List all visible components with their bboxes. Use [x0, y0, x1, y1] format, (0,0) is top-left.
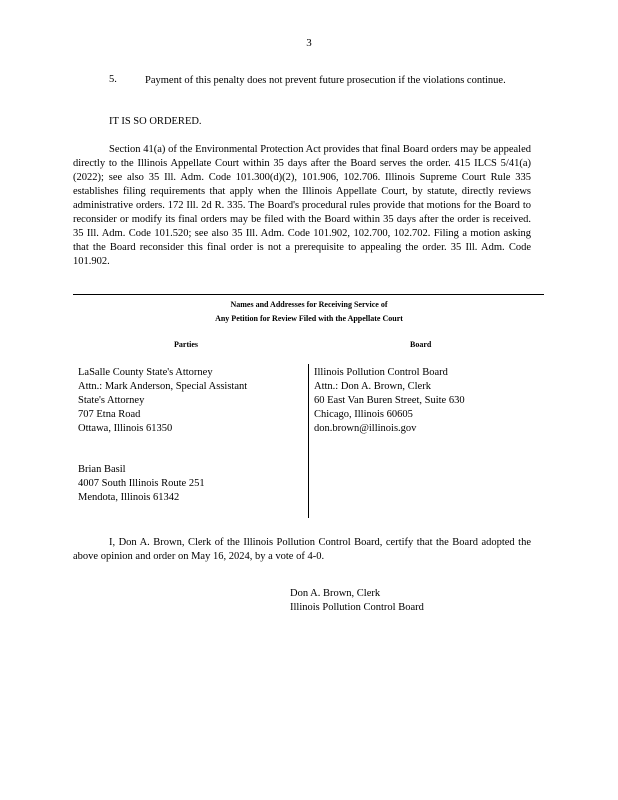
address-line: Chicago, Illinois 60605 — [314, 409, 413, 420]
address-line: Attn.: Mark Anderson, Special Assistant — [78, 381, 248, 392]
board-email: don.brown@illinois.gov — [314, 423, 417, 434]
service-header-line-1: Names and Addresses for Receiving Service of — [230, 300, 388, 309]
item-text: Payment of this penalty does not prevent future prosecution if the violations continue. — [145, 75, 506, 86]
page-number: 3 — [306, 37, 312, 49]
appeal-paragraph: Section 41(a) of the Environmental Protection Act provides that final Board orders may be appealed directly to the Illinois Appellate Court within 35 days after the Board serves the order. 415 ILCS 5/41(a) (2022); see also 35 Ill. Adm. Code 101.300(d)(2), 101.906, 102.706. Illinois Supreme Court Rule 335 establishes filing requirements that apply when the Illinois Appellate Court, by statute, directly reviews administrative orders. 172 Ill. 2d R. 335. The Board's procedural rules provide that motions for the Board to reconsider or modify its final orders may be filed with the Board within 35 days after the order is received. 35 Ill. Adm. Code 101.520; see also 35 Ill. Adm. Code 101.902, 102.700, 102.702. Filing a motion asking that the Board reconsider this final order is not a prerequisite to appealing the order. 35 Ill. Adm. Code 101.902. — [73, 144, 531, 267]
address-line: Illinois Pollution Control Board — [314, 367, 448, 378]
signature-name: Don A. Brown, Clerk — [290, 588, 381, 599]
party-lasalle-address — [78, 366, 247, 436]
address-line: 60 East Van Buren Street, Suite 630 — [314, 395, 465, 406]
clerk-certification: I, Don A. Brown, Clerk of the Illinois Pollution Control Board, certify that the Board adopted the above opinion and order on May 16, 2024, by a vote of 4-0. — [73, 537, 531, 562]
address-line: LaSalle County State's Attorney — [78, 367, 213, 378]
party-basil-address — [78, 463, 205, 505]
service-header-line-2: Any Petition for Review Filed with the Appellate Court — [215, 314, 403, 323]
address-line: Attn.: Don A. Brown, Clerk — [314, 381, 431, 392]
address-line: 4007 South Illinois Route 251 — [78, 478, 205, 489]
service-header — [0, 298, 618, 326]
clerk-signature — [290, 587, 424, 615]
board-heading: Board — [410, 340, 432, 349]
section-divider — [73, 294, 544, 295]
so-ordered: IT IS SO ORDERED. — [109, 116, 202, 127]
address-line: State's Attorney — [78, 395, 145, 406]
signature-title: Illinois Pollution Control Board — [290, 602, 424, 613]
address-line: Mendota, Illinois 61342 — [78, 492, 180, 503]
parties-heading: Parties — [174, 340, 198, 349]
board-address — [314, 366, 465, 436]
column-divider — [308, 364, 309, 518]
address-line: Ottawa, Illinois 61350 — [78, 423, 173, 434]
item-number: 5. — [109, 74, 117, 85]
address-line: 707 Etna Road — [78, 409, 141, 420]
address-line: Brian Basil — [78, 464, 126, 475]
